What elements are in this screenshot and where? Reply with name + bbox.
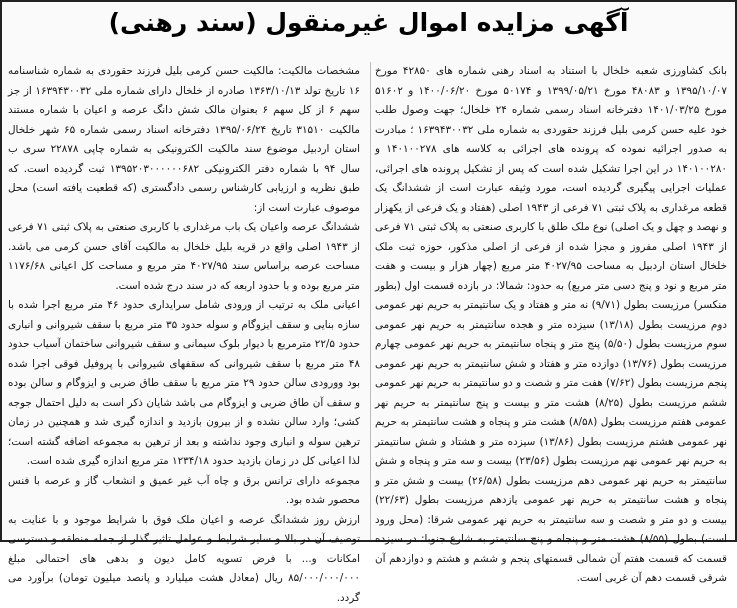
paragraph: اعیانی ملک به ترتیب از ورودی شامل سرایداری حدود ۴۶ متر مربع اجرا شده با سازه بنایی و سقف ایزوگام و سوله حدود ۳۵ متر مربع با سقف شیروانی و انباری حدود ۲۲/۵ مترمربع با دیوار بلوک سیمانی و سقف شیروانی ساختمان آسیاب حدود ۴۸ متر مربع با سقف شیروانی که سقفهای شیروانی با پروفیل فوقی اجرا شده بود وورودی سالن حدود ۲۹ متر مربع با سقف طاق ضربی و ایزوگام و سالن بوده و سقف آن طاق ضربی و ایزوگام می باشد شایان ذکر است به دلیل احتمال جوجه کشی؛ وارد سالن نشده و از بیرون بازدید و اندازه گیری شد و همچنین در زمان ترهین سوله و انباری وجود نداشته و بعد از ترهین به مجموعه اضافه گشته است؛ لذا اعیانی کل در زمان بازدید حدود ۱۲۳۴/۱۸ متر مربع اندازه گیری شده است. (8, 296, 360, 472)
paragraph: مجموعه دارای ترانس برق و چاه آب غیر عمیق و انشعاب گاز و عرصه با فنس محصور شده بود. (8, 472, 360, 511)
paragraph: مشخصات مالکیت: مالکیت حسن کرمی بلیل فرزند حقوردی به شماره شناسنامه ۱۶ تاریخ تولد ۱۳۶۳/۱۰/۱۳ صادره از خلخال دارای شماره ملی ۱۶۳۹۴۳۰۰۳۲ از جز سهم ۶ از کل سهم ۶ بعنوان مالک شش دانگ عرصه و اعیان با شماره مستند مالکیت ۳۱۵۱۰ تاریخ ۱۳۹۵/۰۶/۲۴ دفترخانه اسناد رسمی شماره ۶۵ شهر خلخال استان اردبیل موضوع سند مالکیت الکترونیکی به شماره چاپی ۲۲۸۷۸ سری ب سال ۹۴ با شماره دفتر الکترونیکی ۱۳۹۵۲۰۳۰۰۰۰۰۰۶۸۲ ثبت گردیده است. که طبق نظریه و ارزیابی کارشناس رسمی دادگستری (که قطعیت یافته است) محل موصوف عبارت است از: (8, 62, 360, 218)
right-column (375, 62, 727, 540)
page-title: آگهی مزایده اموال غیرمنقول (سند رهنی) (2, 8, 735, 37)
paragraph: ارزش روز ششدانگ عرصه و اعیان ملک فوق با شرایط موجود و با عنایت به توصیف آن در بالا و سایر شرایط و عوامل تاثیر گذار از جمله منطقه و دسترسی امکانات و... با فرض تسویه کامل دیون و بدهی های احتمالی مبلغ ۸۵/۰۰۰/۰۰۰/۰۰۰ ریال (معادل هشت میلیارد و پانصد میلیون تومان) برآورد می گردد. (8, 511, 360, 608)
column-divider (370, 62, 371, 540)
paragraph: بانک کشاورزی شعبه خلخال با استناد به اسناد رهنی شماره های ۴۲۸۵۰ مورخ ۱۳۹۵/۱۰/۰۷ و ۴۸۰۸۳ مورخ ۱۳۹۹/۰۵/۲۱ و ۵۰۱۷۴ مورخ ۱۴۰۰/۰۶/۲۰ و ۵۱۶۰۲ مورخ ۱۴۰۱/۰۳/۲۵ دفترخانه اسناد رسمی شماره ۲۴ خلخال؛ جهت وصول طلب خود علیه حسن کرمی بلیل فرزند حقوردی به شماره ملی ۱۶۳۹۴۳۰۰۳۲ ؛ مبادرت به صدور اجرائیه نموده که پرونده های اجرائی به کلاسه های ۱۴۰۱۰۰۲۷۸ و ۱۴۰۱۰۰۲۸۰ در این اجرا تشکیل شده است که پس از تشکیل پرونده های اجرائی، عملیات اجرایی پیگیری گردیده است، مورد وثیقه عبارت است از ششدانگ یک قطعه مرغداری به پلاک ثبتی ۷۱ فرعی از ۱۹۴۳ اصلی (هفتاد و یک فرعی از یکهزار و نهصد و چهل و یک اصلی) نوع ملک طلق با کاربری صنعتی به پلاک ثبتی ۷۱ فرعی از ۱۹۴۳ اصلی مفروز و مجزا شده از فرعی از اصلی مذکور، حوزه ثبت ملک خلخال استان اردبیل به مساحت ۴۰۲۷/۹۵ متر مربع (چهار هزار و بیست و هفت متر مربع و نود و پنج دسی متر مربع) به حدود: شمالا: در بازده قسمت اول (بطور منکسر) مرزیست بطول (۹/۷۱) نه متر و هفتاد و یک سانتیمتر به حریم نهر عمومی دوم مرزیست بطول (۱۳/۱۸) سیزده متر و هجده سانتیمتر به حریم نهر عمومی سوم مرزیست بطول (۵/۵۰) پنج متر و پنجاه سانتیمتر به حریم نهر عمومی چهارم مرزیست بطول (۱۳/۷۶) دوازده متر و هفتاد و شش سانتیمتر به حریم نهر عمومی پنجم مرزیست بطول (۷/۶۲) هفت متر و شصت و دو سانتیمتر به حریم نهر عمومی ششم مرزیست بطول (۸/۲۵) هشت متر و بیست و پنج سانتیمتر به حریم نهر عمومی هفتم مرزیست بطول (۸/۵۸) هشت متر و پنجاه و هشت سانتیمتر به حریم نهر عمومی هشتم مرزیست بطول (۱۳/۸۶) سیزده متر و هشتاد و شش سانتیمتر به حریم نهر عمومی نهم مرزیست بطول (۲۳/۵۶) بیست و سه متر و پنجاه و شش سانتیمتر به حریم نهر عمومی دهم مرزیست بطول (۲۶/۵۸) بیست و شش متر و پنجاه و هشت سانتیمتر به حریم نهر عمومی یازدهم مرزیست بطول (۲۲/۶۳) بیست و دو متر و شصت و سه سانتیمتر به حریم نهر عمومی شرقا: (محل ورود است) بطول (۸/۵۵) هشت متر و پنجاه و پنج سانتیمتر به شارع جنوبا: در سیزده قسمت که قسمت هفتم آن شمالی قسمتهای پنجم و ششم و هشتم و دوازدهم آن شرقی قسمت دهم آن غربی است. (375, 62, 727, 589)
paragraph: ششدانگ عرصه واعیان یک باب مرغداری با کاربری صنعتی به پلاک ثبتی ۷۱ فرعی از ۱۹۴۳ اصلی واقع در قریه بلیل خلخال به مالکیت آقای حسن کرمی می باشد. مساحت عرصه براساس سند ۴۰۲۷/۹۵ متر مربع و مساحت کل اعیانی ۱۱۷۶/۶۸ متر مربع بوده و با حدود اربعه که در سند درج شده است. (8, 218, 360, 296)
left-column (8, 62, 360, 540)
